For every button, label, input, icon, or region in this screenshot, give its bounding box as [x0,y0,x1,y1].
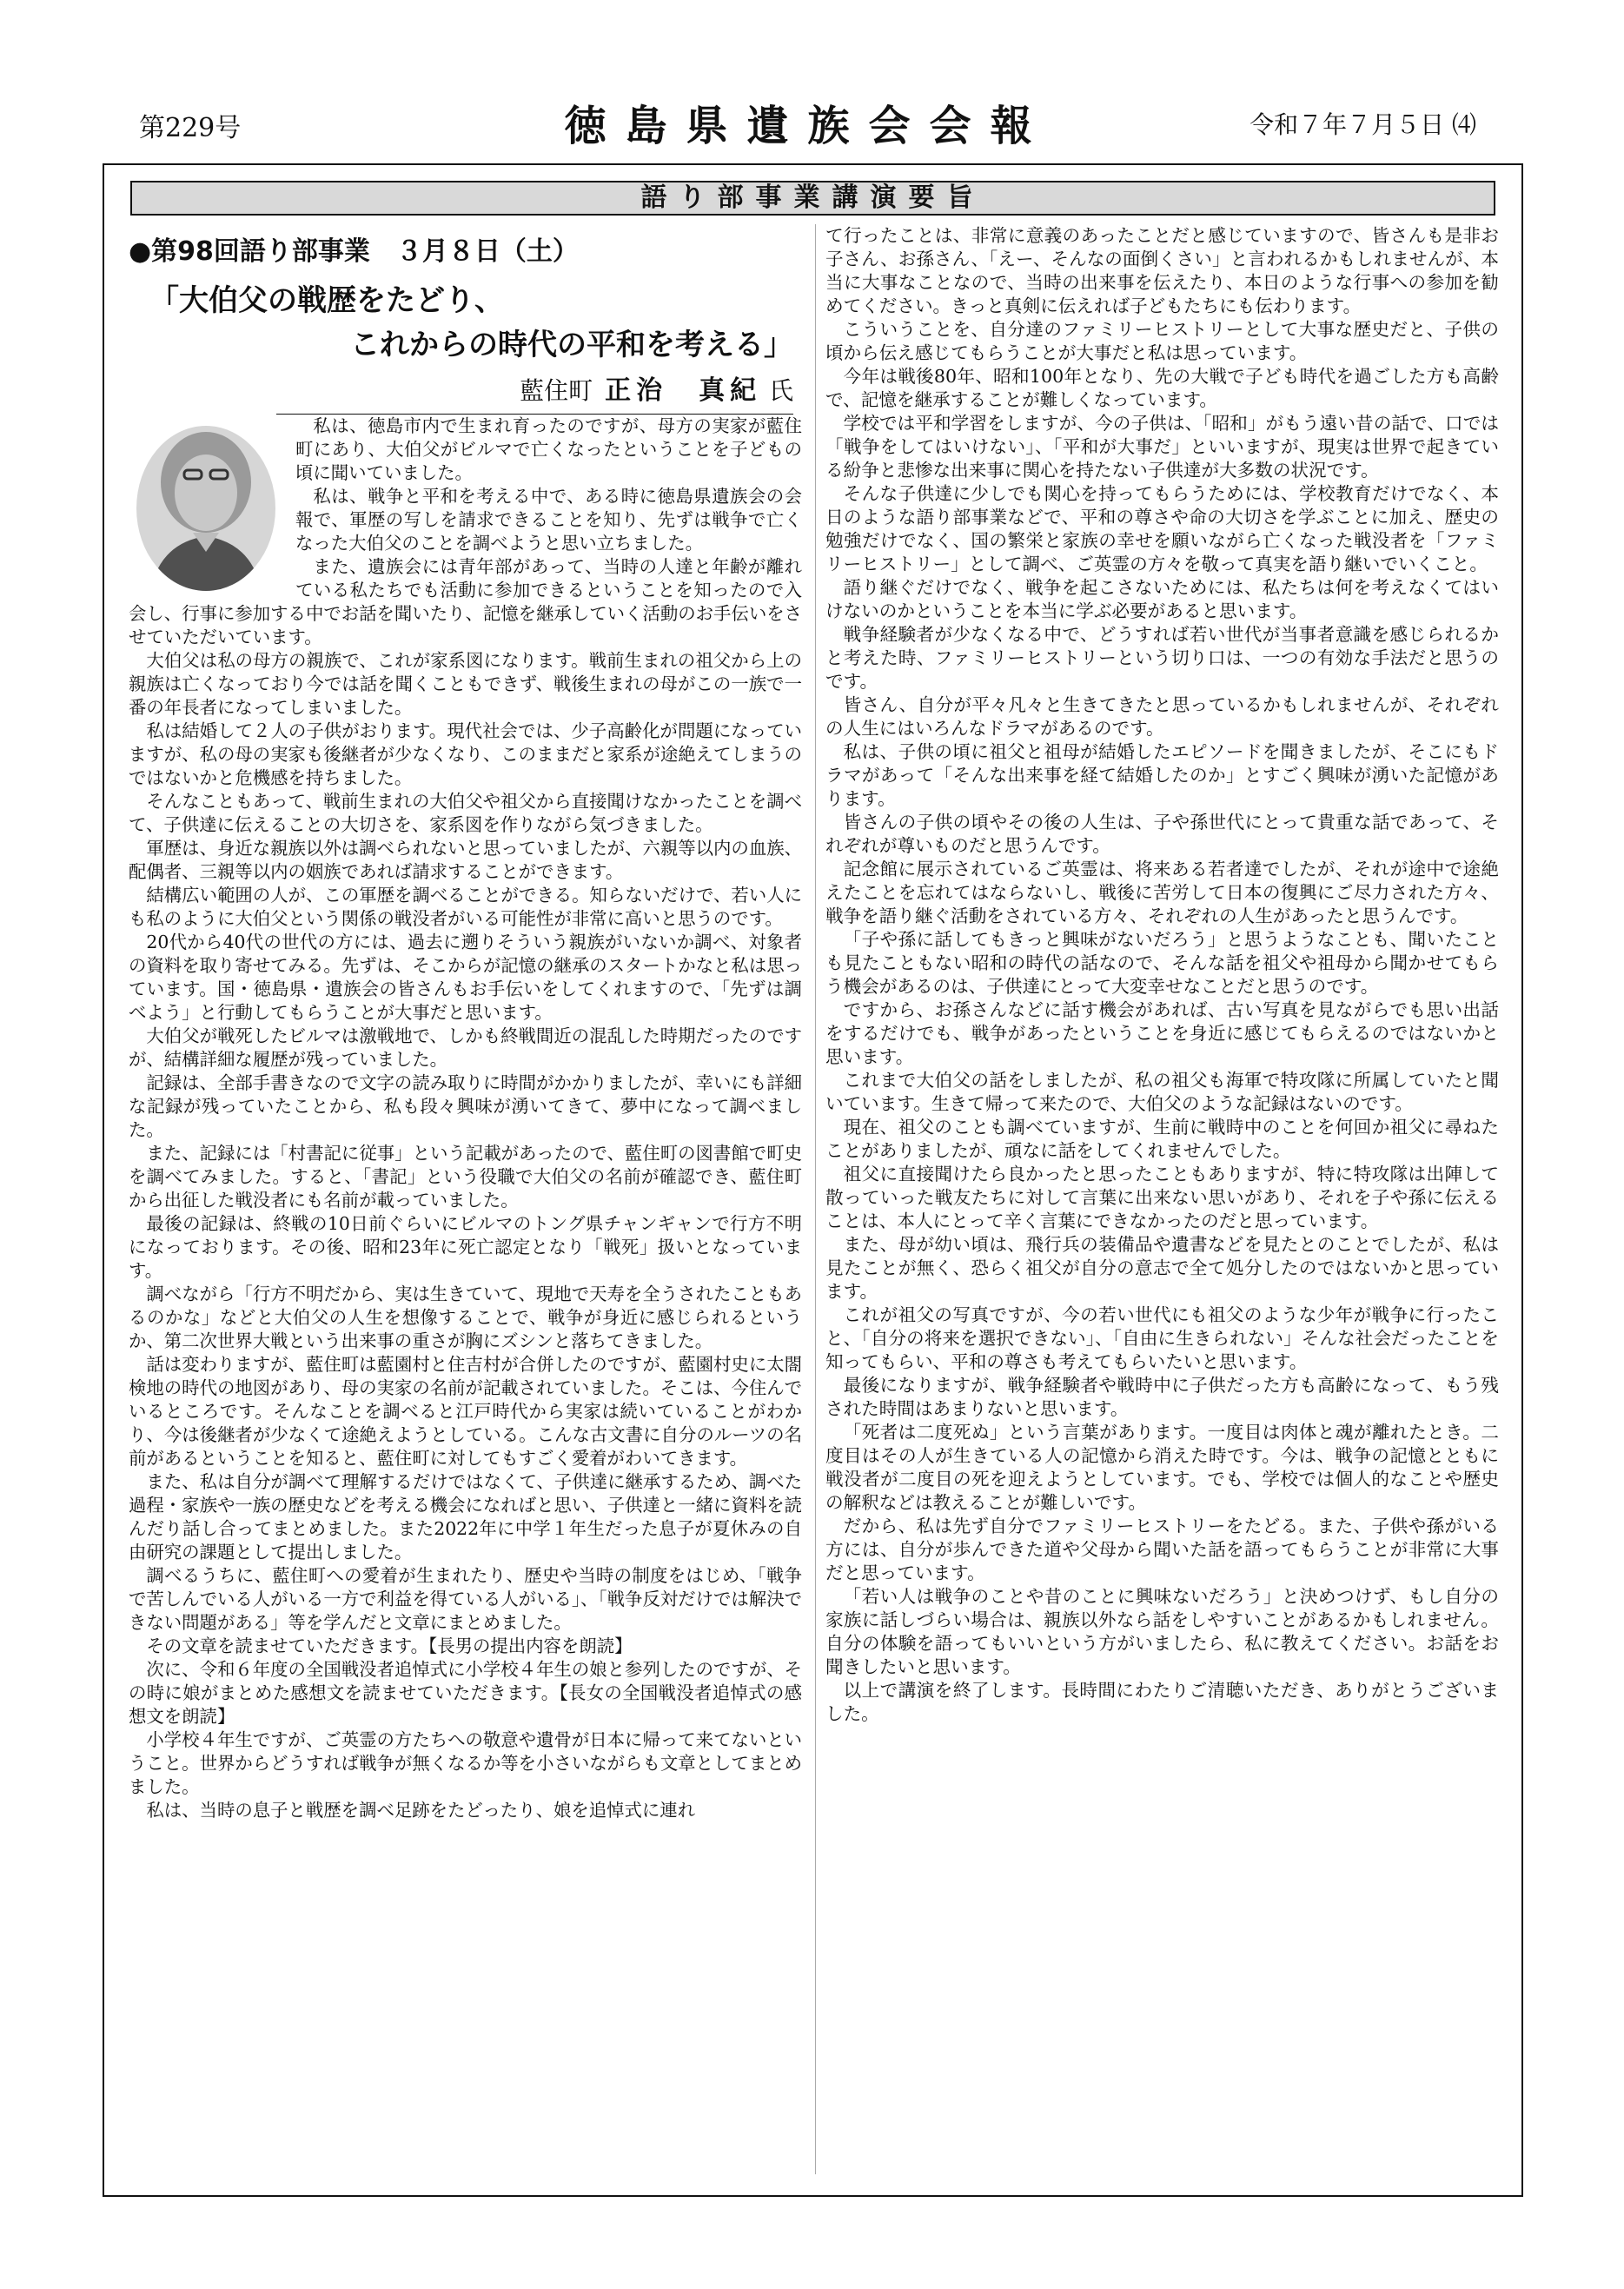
paragraph: 「子や孫に話してもきっと興味がないだろう」と思うようなことも、聞いたことも見たこともない昭和の時代の話なので、そんな話を祖父や祖母から聞かせてもらう機会があるのは、子供達にとって大変幸せなことだと思うのです。 [825,929,1499,997]
paragraph: 最後の記録は、終戦の10日前ぐらいにビルマのトング県チャンギャンで行方不明になっております。その後、昭和23年に死亡認定となり「戦死」扱いとなっています。 [129,1213,802,1281]
paragraph: 「若い人は戦争のことや昔のことに興味ないだろう」と決めつけず、もし自分の家族に話しづらい場合は、親族以外なら話をしやすいことがあるかもしれません。自分の体験を語ってもいいという方がいましたら、私に教えてください。お話をお聞きしたいと思います。 [825,1586,1499,1677]
paragraph: その文章を読ませていただきます。【長男の提出内容を朗読】 [146,1635,633,1656]
issue-date: 令和７年７月５日 ⑷ [1249,110,1476,139]
speaker-name: 正治 真紀 [605,375,762,406]
lecture-title-line2: これからの時代の平和を考える」 [350,328,793,362]
paragraph: 皆さんの子供の頃やその後の人生は、子や孫世代にとって貴重な話であって、それぞれが尊いものだと思うんです。 [825,812,1499,856]
paragraph: だから、私は先ず自分でファミリーヒストリーをたどる。また、子供や孫がいる方には、自分が歩んできた道や父母から聞いた話を語ってもらうことが非常に大事だと思っています。 [825,1516,1499,1583]
paragraph: て行ったことは、非常に意義のあったことだと感じていますので、皆さんも是非お子さん、お孫さん、「えー、そんなの面倒くさい」と言われるかもしれませんが、本当に大事なことなので、当時の出来事を伝えたり、本日のような行事への参加を勧めてください。きっと真剣に伝えれば子どもたちにも伝わります。 [825,225,1499,316]
section-banner: 語り部事業講演要旨 [130,181,1495,216]
paragraph: 現在、祖父のことも調べていますが、生前に戦時中のことを何回か祖父に尋ねたことがありましたが、頑なに話をしてくれませんでした。 [825,1117,1499,1161]
paragraph: 次に、令和６年度の全国戦没者追悼式に小学校４年生の娘と参列したのですが、その時に娘がまとめた感想文を読ませていただきます。【長女の全国戦没者追悼式の感想文を朗読】 [129,1659,802,1727]
speaker-suffix: 氏 [768,376,793,405]
paragraph: これが祖父の写真ですが、今の若い世代にも祖父のような少年が戦争に行ったこと、「自分の将来を選択できない」、「自由に生きられない」そんな社会だったことを知ってもらい、平和の尊さも考えてもらいたいと思います。 [825,1304,1499,1372]
column-divider [815,224,816,2174]
paragraph: 「死者は二度死ぬ」という言葉があります。一度目は肉体と魂が離れたとき。二度目はその人が生きている人の記憶から消えた時です。今は、戦争の記憶とともに戦没者が二度目の死を迎えようとしています。でも、学校では個人的なことや歴史の解釈などは教えることが難しいです。 [825,1422,1499,1513]
paragraph: 戦争経験者が少なくなる中で、どうすれば若い世代が当事者意識を感じられるかと考えた時、ファミリーヒストリーという切り口は、一つの有効な手法だと思うのです。 [825,624,1499,692]
paragraph: これまで大伯父の話をしましたが、私の祖父も海軍で特攻隊に所属していたと聞いています。生きて帰って来たので、大伯父のような記録はないのです。 [825,1070,1499,1114]
paragraph: また、私は自分が調べて理解するだけではなくて、子供達に継承するため、調べた過程・家族や一族の歴史などを考える機会になればと思い、子供達と一緒に資料を読んだり話し合ってまとめました。また2022年に中学１年生だった息子が夏休みの自由研究の課題として提出しました。 [129,1471,802,1562]
newsletter-masthead: 徳島県遺族会会報 [564,102,1051,150]
right-column [825,224,1499,2174]
paragraph: 最後になりますが、戦争経験者や戦時中に子供だった方も高齢になって、もう残された時間はあまりないと思います。 [825,1375,1499,1419]
paragraph: 私は、当時の息子と戦歴を調べ足跡をたどったり、娘を追悼式に連れ [146,1800,696,1821]
paragraph: 記録は、全部手書きなので文字の読み取りに時間がかかりましたが、幸いにも詳細な記録が残っていたことから、私も段々興味が湧いてきて、夢中になって調べました。 [129,1072,802,1140]
paragraph: 話は変わりますが、藍住町は藍園村と住吉村が合併したのですが、藍園村史に太閤検地の時代の地図があり、母の実家の名前が記載されていました。そこは、今住んでいるところです。そんなことを調べると江戸時代から実家は続いていることがわかり、今は後継者が少なくて途絶えようとしている。こんな古文書に自分のルーツの名前があるということを知ると、藍住町に対してもすごく愛着がわいてきます。 [129,1354,802,1469]
paragraph: そんな子供達に少しでも関心を持ってもらうためには、学校教育だけでなく、本日のような語り部事業などで、平和の尊さや命の大切さを学ぶことに加え、歴史の勉強だけでなく、国の繁栄と家族の幸せを願いながら亡くなった戦没者を「ファミリーヒストリー」として調べ、ご英霊の方々を敬って真実を語り継いでいくこと。 [825,483,1499,574]
paragraph: 語り継ぐだけでなく、戦争を起こさないためには、私たちは何を考えなくてはいけないのかということを本当に学ぶ必要があると思います。 [825,577,1499,621]
speaker-portrait-photo [132,421,280,595]
paragraph: 20代から40代の世代の方には、過去に遡りそういう親族がいないか調べ、対象者の資料を取り寄せてみる。先ずは、そこからが記憶の継承のスタートかなと私は思っています。国・徳島県・遺族会の皆さんもお手伝いをしてくれますので、「先ずは調べよう」と行動してもらうことが大事だと思います。 [129,932,802,1023]
paragraph: 調べながら「行方不明だから、実は生きていて、現地で天寿を全うされたこともあるのかな」などと大伯父の人生を想像することで、戦争が身近に感じられるというか、第二次世界大戦という出来事の重さが胸にズシンと落ちてきました。 [129,1284,802,1351]
paragraph: 今年は戦後80年、昭和100年となり、先の大戦で子ども時代を過ごした方も高齢で、記憶を継承することが難しくなっています。 [825,366,1499,410]
event-heading: ●第98回語り部事業 ３月８日（土） [129,236,579,267]
paragraph: 以上で講演を終了します。長時間にわたりご清聴いただき、ありがとうございました。 [825,1680,1499,1724]
speaker-credit [276,368,793,415]
paragraph: 私は、戦争と平和を考える中で、ある時に徳島県遺族会の会報で、軍歴の写しを請求できることを知り、先ずは戦争で亡くなった大伯父のことを調べようと思い立ちました。 [295,486,802,554]
paragraph: また、遺族会には青年部があって、当時の人達と年齢が離れている私たちでも活動に参加できるということを知ったので入会し、行事に参加する中でお話を聞いたり、記憶を継承していく活動のお手伝いをさせていただいています。 [129,556,802,647]
paragraph: 結構広い範囲の人が、この軍歴を調べることができる。知らないだけで、若い人にも私のように大伯父という関係の戦没者がいる可能性が非常に高いと思うのです。 [129,885,802,929]
paragraph: 私は、徳島市内で生まれ育ったのですが、母方の実家が藍住町にあり、大伯父がビルマで亡くなったということを子どもの頃に聞いていました。 [295,415,802,483]
paragraph: そんなこともあって、戦前生まれの大伯父や祖父から直接聞けなかったことを調べて、子供達に伝えることの大切さを、家系図を作りながら気づきました。 [129,791,802,835]
paragraph: 大伯父が戦死したビルマは激戦地で、しかも終戦間近の混乱した時期だったのですが、結構詳細な履歴が残っていました。 [129,1025,802,1070]
paragraph: また、母が幼い頃は、飛行兵の装備品や遺書などを見たとのことでしたが、私は見たことが無く、恐らく祖父が自分の意志で全て処分したのではないかと思っています。 [825,1234,1499,1302]
issue-number: 第229号 [139,113,242,143]
paragraph: 小学校４年生ですが、ご英霊の方たちへの敬意や遺骨が日本に帰って来てないということ。世界からどうすれば戦争が無くなるか等を小さいながらも文章としてまとめました。 [129,1729,802,1797]
paragraph: ですから、お孫さんなどに話す機会があれば、古い写真を見ながらでも思い出話をするだけでも、戦争があったということを身近に感じてもらえるのではないかと思います。 [825,999,1499,1067]
lecture-title-line1: 「大伯父の戦歴をたどり、 [149,283,504,318]
speaker-place: 藍住町 [520,376,593,405]
left-column [129,224,802,2174]
left-body [129,415,802,1822]
paragraph: 私は、子供の頃に祖父と祖母が結婚したエピソードを聞きましたが、そこにもドラマがあって「そんな出来事を経て結婚したのか」とすごく興味が湧いた記憶があります。 [825,741,1499,809]
paragraph: 記念館に展示されているご英霊は、将来ある若者達でしたが、それが途中で途絶えたことを忘れてはならないし、戦後に苦労して日本の復興にご尽力された方々、戦争を語り継ぐ活動をされている方々、それぞれの人生があったと思うんです。 [825,859,1499,926]
paragraph: 大伯父は私の母方の親族で、これが家系図になります。戦前生まれの祖父から上の親族は亡くなっており今では話を聞くこともできず、戦後生まれの母がこの一族で一番の年長者になってしまいました。 [129,650,802,718]
paragraph: また、記録には「村書記に従事」という記載があったので、藍住町の図書館で町史を調べてみました。すると、「書記」という役職で大伯父の名前が確認でき、藍住町から出征した戦没者にも名前が載っていました。 [129,1143,802,1211]
paragraph: 祖父に直接聞けたら良かったと思ったこともありますが、特に特攻隊は出陣して散っていった戦友たちに対して言葉に出来ない思いがあり、それを子や孫に伝えることは、本人にとって辛く言葉にできなかったのだと思っています。 [825,1164,1499,1231]
paragraph: 皆さん、自分が平々凡々と生きてきたと思っているかもしれませんが、それぞれの人生にはいろんなドラマがあるのです。 [825,694,1499,739]
paragraph: こういうことを、自分達のファミリーヒストリーとして大事な歴史だと、子供の頃から伝え感じてもらうことが大事だと私は思っています。 [825,319,1499,363]
paragraph: 学校では平和学習をしますが、今の子供は、「昭和」がもう遠い昔の話で、口では「戦争をしてはいけない」、「平和が大事だ」といいますが、現実は世界で起きている紛争と悲惨な出来事に関心を持たない子供達が大多数の状況です。 [825,413,1499,481]
paragraph: 軍歴は、身近な親族以外は調べられないと思っていましたが、六親等以内の血族、配偶者、三親等以内の姻族であれば請求することができます。 [129,838,802,882]
paragraph: 私は結婚して２人の子供がおります。現代社会では、少子高齢化が問題になっていますが、私の母の実家も後継者が少なくなり、このままだと家系が途絶えてしまうのではないかと危機感を持ちました。 [129,720,802,788]
article-frame [103,163,1523,2197]
page-header [139,87,1476,148]
paragraph: 調べるうちに、藍住町への愛着が生まれたり、歴史や当時の制度をはじめ、「戦争で苦しんでいる人がいる一方で利益を得ている人がいる」、「戦争反対だけでは解決できない問題がある」等を学んだと文章にまとめました。 [129,1565,802,1633]
